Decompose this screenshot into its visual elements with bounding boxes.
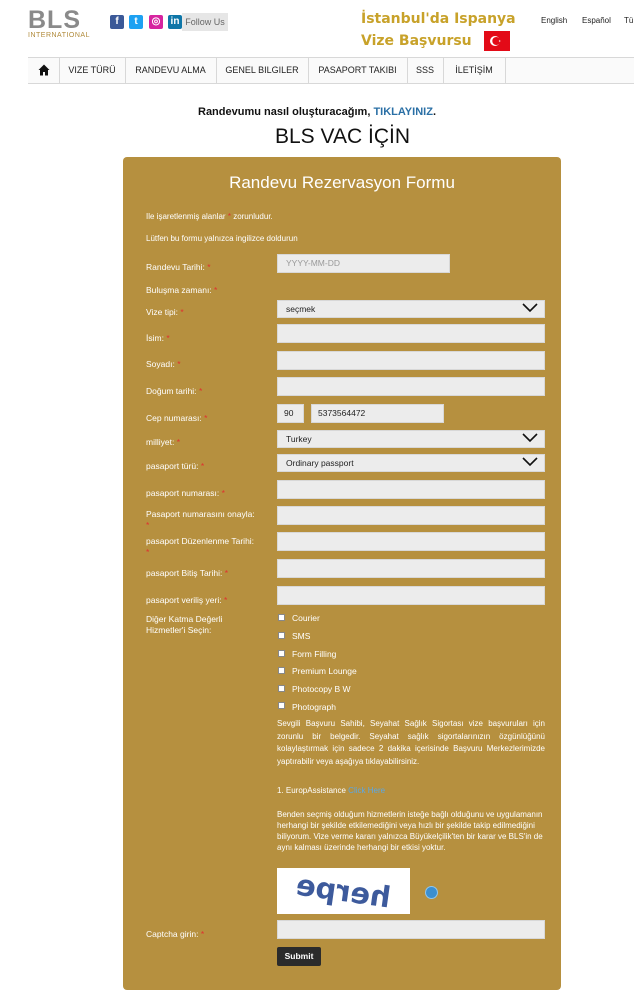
europ-click-here-link[interactable]: Click Here bbox=[348, 786, 386, 795]
captcha-label bbox=[146, 929, 204, 940]
captcha-image bbox=[277, 868, 410, 914]
required-asterisk: * bbox=[176, 437, 181, 447]
services-label: Diğer Katma Değerli Hizmetler'i Seçin: bbox=[146, 614, 223, 635]
date-label bbox=[146, 262, 211, 273]
twitter-icon[interactable]: t bbox=[129, 15, 143, 29]
chevron-down-icon bbox=[522, 457, 538, 467]
issue-place-input[interactable] bbox=[277, 586, 545, 605]
appointment-date-input[interactable]: YYYY-MM-DD bbox=[277, 254, 450, 273]
europ-text: 1. EuropAssistance bbox=[277, 786, 346, 795]
visa-type-value: seçmek bbox=[286, 304, 316, 314]
nav-vize-turu[interactable]: VIZE TÜRÜ bbox=[59, 58, 126, 83]
lang-english[interactable]: English bbox=[541, 16, 568, 25]
required-asterisk: * bbox=[223, 595, 228, 605]
time-label bbox=[146, 285, 217, 296]
linkedin-icon[interactable]: in bbox=[168, 15, 182, 29]
time-label-text: Buluşma zamanı: bbox=[146, 285, 212, 295]
follow-us-button[interactable]: Follow Us bbox=[182, 13, 228, 31]
required-asterisk: * bbox=[204, 413, 208, 423]
passport-confirm-input[interactable] bbox=[277, 506, 545, 525]
visa-type-select[interactable] bbox=[277, 300, 545, 318]
passport-no-label bbox=[146, 488, 225, 499]
expiry-date-label bbox=[146, 568, 228, 579]
phone-number-input[interactable]: 5373564472 bbox=[311, 404, 444, 423]
captcha-input[interactable] bbox=[277, 920, 545, 939]
captcha-label-text: Captcha girin: bbox=[146, 929, 199, 939]
main-nav bbox=[28, 57, 634, 84]
date-label-text: Randevu Tarihi: bbox=[146, 262, 205, 272]
required-asterisk: * bbox=[227, 212, 231, 221]
nav-sss[interactable]: SSS bbox=[407, 58, 444, 83]
chevron-down-icon bbox=[522, 303, 538, 313]
name-input[interactable] bbox=[277, 324, 545, 343]
how-to-link[interactable]: TIKLAYINIZ bbox=[373, 106, 433, 118]
issue-place-label-text: pasaport veriliş yeri: bbox=[146, 595, 222, 605]
service-photograph-checkbox[interactable] bbox=[278, 702, 285, 709]
service-premium-lounge-label: Premium Lounge bbox=[292, 666, 357, 676]
nationality-label bbox=[146, 437, 180, 448]
how-to-line bbox=[0, 106, 634, 118]
logo-text: BLS bbox=[28, 6, 81, 34]
phone-label bbox=[146, 413, 207, 424]
service-photocopy-label: Photocopy B W bbox=[292, 684, 351, 694]
submit-button[interactable]: Submit bbox=[277, 947, 321, 966]
service-photograph-label: Photograph bbox=[292, 702, 336, 712]
nationality-label-text: milliyet: bbox=[146, 437, 175, 447]
required-asterisk: * bbox=[166, 333, 170, 343]
instagram-icon[interactable]: ◎ bbox=[149, 15, 163, 29]
issue-date-label-text: pasaport Düzenlenme Tarihi: bbox=[146, 536, 255, 546]
english-note: Lütfen bu formu yalnızca ingilizce doldurun bbox=[146, 234, 298, 243]
expiry-date-label-text: pasaport Bitiş Tarihi: bbox=[146, 568, 223, 578]
service-form-filling-checkbox[interactable] bbox=[278, 650, 285, 657]
required-asterisk: * bbox=[177, 359, 181, 369]
form-title: Randevu Rezervasyon Formu bbox=[229, 173, 455, 192]
service-photocopy-checkbox[interactable] bbox=[278, 685, 285, 692]
visa-type-label bbox=[146, 307, 184, 318]
expiry-date-input[interactable] bbox=[277, 559, 545, 578]
home-icon[interactable] bbox=[28, 58, 60, 83]
chevron-down-icon bbox=[522, 433, 538, 443]
passport-type-label bbox=[146, 461, 204, 472]
visa-type-label-text: Vize tipi: bbox=[146, 307, 178, 317]
phone-code-input[interactable]: 90 bbox=[277, 404, 304, 423]
surname-input[interactable] bbox=[277, 351, 545, 370]
lang-espanol[interactable]: Español bbox=[582, 16, 611, 25]
site-title-line1: İstanbul'da Ispanya bbox=[361, 11, 516, 27]
logo-subtext: INTERNATIONAL bbox=[28, 32, 90, 39]
site-title-line2: Vize Başvursu bbox=[361, 33, 472, 49]
turkey-flag-icon bbox=[484, 31, 510, 51]
service-form-filling-label: Form Filling bbox=[292, 649, 337, 659]
service-courier-label: Courier bbox=[292, 613, 320, 623]
passport-type-label-text: pasaport türü: bbox=[146, 461, 199, 471]
required-asterisk: * bbox=[180, 307, 184, 317]
passport-type-value: Ordinary passport bbox=[286, 458, 354, 468]
issue-date-input[interactable] bbox=[277, 532, 545, 551]
service-sms-checkbox[interactable] bbox=[278, 632, 285, 639]
facebook-icon[interactable]: f bbox=[110, 15, 124, 29]
refresh-icon[interactable] bbox=[425, 886, 438, 899]
lang-turkish[interactable]: Tü bbox=[624, 16, 634, 25]
required-note-a: Ile işaretlenmiş alanlar bbox=[146, 212, 226, 221]
required-asterisk: * bbox=[221, 488, 225, 498]
how-to-end: . bbox=[432, 106, 436, 118]
passport-type-select[interactable] bbox=[277, 454, 545, 472]
dob-input[interactable] bbox=[277, 377, 545, 396]
required-asterisk: * bbox=[214, 285, 218, 295]
surname-label bbox=[146, 359, 181, 370]
nav-genel-bilgiler[interactable]: GENEL BILGILER bbox=[216, 58, 309, 83]
header bbox=[0, 0, 634, 57]
passport-no-label-text: pasaport numarası: bbox=[146, 488, 220, 498]
how-to-text: Randevumu nasıl oluşturacağım, bbox=[198, 106, 371, 118]
issue-date-label bbox=[146, 536, 276, 558]
issue-place-label bbox=[146, 595, 227, 606]
required-note-b: zorunludur. bbox=[233, 212, 273, 221]
nav-pasaport-takibi[interactable]: PASAPORT TAKIBI bbox=[308, 58, 408, 83]
required-asterisk: * bbox=[146, 547, 150, 557]
passport-confirm-label bbox=[146, 509, 276, 531]
dob-label bbox=[146, 386, 202, 397]
disclaimer-text: Benden seçmiş olduğum hizmetlerin isteğe bağlı olduğunu ve uygulamanın herhangi bir şekilde etkilemediğini veya hızlı bir şekilde takip edilmediğini biliyorum. Vize verme kararı yalnızca Büyükelçilik'ten bir karar ve BLS'in de aynı kalması üzerinde herhangi bir etkisi yoktur. bbox=[277, 810, 543, 852]
passport-confirm-label-text: Pasaport numarasını onayla: bbox=[146, 509, 255, 519]
dob-label-text: Doğum tarihi: bbox=[146, 386, 197, 396]
required-asterisk: * bbox=[200, 929, 205, 939]
required-note bbox=[146, 212, 273, 221]
nav-iletisim[interactable]: İLETİŞİM bbox=[443, 58, 506, 83]
captcha-text: herpe bbox=[294, 868, 393, 914]
service-sms-label: SMS bbox=[292, 631, 311, 641]
nationality-select[interactable] bbox=[277, 430, 545, 448]
europ-line bbox=[277, 786, 385, 795]
required-asterisk: * bbox=[200, 461, 205, 471]
name-label bbox=[146, 333, 170, 344]
phone-label-text: Cep numarası: bbox=[146, 413, 202, 423]
required-asterisk: * bbox=[146, 520, 150, 530]
required-asterisk: * bbox=[224, 568, 229, 578]
required-asterisk: * bbox=[198, 386, 203, 396]
page-heading: BLS VAC İÇİN bbox=[275, 125, 410, 148]
bls-logo[interactable] bbox=[28, 8, 88, 44]
service-premium-lounge-checkbox[interactable] bbox=[278, 667, 285, 674]
insurance-text: Sevgili Başvuru Sahibi, Seyahat Sağlık Sigortası vize başvuruları için zorunlu bir belgedir. Seyahat sağlık sigortalarınızın özgünlüğünü kolaylaştırmak için sadece 2 dakika içerisinde Başvuru Merkezlerimizde yaptırabilir veya aşağıya tıklayabilirsiniz. bbox=[277, 719, 545, 766]
nav-randevu-alma[interactable]: RANDEVU ALMA bbox=[125, 58, 217, 83]
surname-label-text: Soyadı: bbox=[146, 359, 175, 369]
nationality-value: Turkey bbox=[286, 434, 312, 444]
passport-number-input[interactable] bbox=[277, 480, 545, 499]
required-asterisk: * bbox=[207, 262, 211, 272]
service-courier-checkbox[interactable] bbox=[278, 614, 285, 621]
name-label-text: İsim: bbox=[146, 333, 164, 343]
